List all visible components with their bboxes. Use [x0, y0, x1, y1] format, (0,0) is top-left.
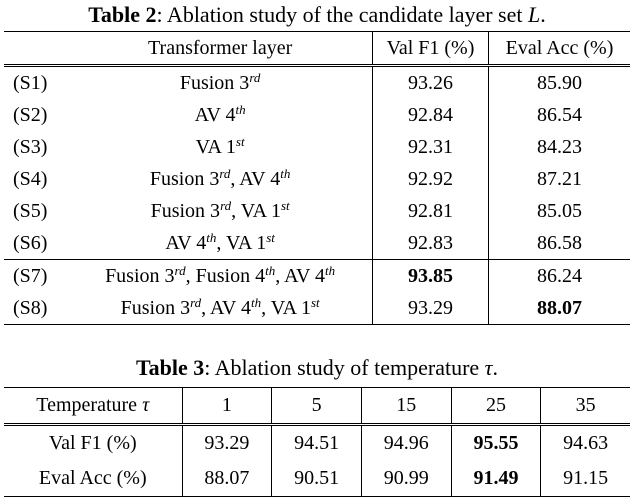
table3-header-temp: 1	[182, 388, 272, 425]
table2-row-id: (S7)	[4, 260, 68, 293]
table-row	[4, 461, 630, 497]
table2-caption-end: .	[540, 2, 546, 27]
table3-row-label: Eval Acc (%)	[4, 461, 182, 497]
table2-caption	[0, 2, 634, 28]
table3-row-label: Val F1 (%)	[4, 425, 182, 462]
table3	[4, 387, 630, 497]
table3-caption-symbol: τ	[484, 355, 493, 380]
table2-caption-label: Table 2	[88, 2, 157, 27]
table2-row-eval-acc: 86.24	[489, 260, 630, 293]
table2-header-val-f1: Val F1 (%)	[372, 32, 488, 66]
table3-cell: 93.29	[182, 425, 272, 462]
table2-row-val-f1: 93.26	[372, 66, 488, 100]
layer-ordinal: rd	[190, 294, 202, 310]
table-row	[4, 99, 630, 131]
table2-row-eval-acc: 84.23	[537, 135, 583, 158]
table3-caption-label: Table 3	[135, 355, 205, 380]
table2-header-eval-acc: Eval Acc (%)	[489, 32, 630, 66]
table2-row-layer	[68, 227, 372, 260]
table-row	[4, 66, 630, 100]
table2-row-layer	[68, 131, 372, 163]
table3-cell: 90.51	[272, 461, 362, 497]
table2-row-eval-acc: 86.58	[537, 231, 583, 254]
table3-header-temp: 25	[451, 388, 541, 425]
table2-row-id: (S2)	[13, 103, 48, 126]
layer-ordinal: rd	[220, 197, 232, 213]
table3-body	[4, 425, 630, 497]
table2-row-val-f1: 92.31	[372, 131, 488, 163]
layer-text: AV 4	[194, 103, 236, 126]
table-row	[4, 195, 630, 227]
table2-row-id: (S1)	[4, 66, 68, 100]
layer-ordinal: th	[325, 262, 336, 278]
table3-header-row	[4, 388, 630, 425]
table2-row-layer	[68, 260, 372, 293]
table3-cell: 94.51	[272, 425, 362, 462]
layer-text: , VA 1	[261, 296, 311, 319]
table-row	[4, 227, 630, 260]
table2-row-eval-acc: 88.07	[489, 292, 630, 325]
table2-row-id: (S5)	[13, 199, 48, 222]
table-row	[4, 131, 630, 163]
table2-row-val-f1: 93.29	[372, 292, 488, 325]
layer-ordinal: st	[235, 133, 245, 149]
table2-body	[4, 66, 630, 325]
table2-row-eval-acc: 85.90	[489, 66, 630, 100]
table3-cell: 95.55	[451, 425, 541, 462]
table2-row-val-f1: 93.85	[372, 260, 488, 293]
table3-cell: 90.99	[361, 461, 451, 497]
table2-row-id: (S4)	[13, 167, 48, 190]
layer-ordinal: st	[266, 229, 275, 245]
table2-row-layer	[68, 195, 372, 227]
table3-caption-text: : Ablation study of temperature	[204, 355, 485, 380]
table2-row-val-f1: 92.84	[372, 99, 488, 131]
layer-text: VA 1	[195, 135, 236, 158]
table2-row-eval-acc: 86.54	[537, 103, 583, 126]
layer-text: , VA 1	[231, 199, 281, 222]
table3-header-temp: 15	[361, 388, 451, 425]
layer-ordinal: rd	[219, 165, 231, 181]
table2-header-layer: Transformer layer	[68, 32, 372, 66]
layer-ordinal: th	[251, 294, 262, 310]
layer-text: , Fusion 4	[185, 264, 266, 287]
table2-header-id	[4, 32, 68, 66]
layer-ordinal: rd	[249, 69, 261, 85]
table3-header-temperature	[4, 388, 182, 425]
table3-cell: 91.49	[451, 461, 541, 497]
layer-text: , AV 4	[275, 264, 326, 287]
table2	[4, 31, 630, 325]
table2-caption-text: : Ablation study of the candidate layer set	[156, 2, 528, 27]
table2-caption-symbol: L	[528, 2, 541, 27]
layer-ordinal: th	[280, 165, 291, 181]
table3-cell: 94.96	[361, 425, 451, 462]
layer-text: Fusion 3	[105, 264, 175, 287]
layer-text: , AV 4	[201, 296, 251, 319]
table-row	[4, 163, 630, 195]
table2-row-val-f1: 92.81	[372, 195, 488, 227]
table2-row-val-f1: 92.83	[372, 227, 488, 260]
table2-row-val-f1: 92.92	[372, 163, 488, 195]
table2-row-id: (S3)	[13, 135, 48, 158]
table3-header-symbol: τ	[142, 394, 150, 416]
table3-header-temp: 5	[272, 388, 362, 425]
table3-cell: 91.15	[541, 461, 630, 497]
table2-row-eval-acc: 87.21	[537, 167, 583, 190]
table2-row-layer	[68, 163, 372, 195]
layer-ordinal: st	[280, 197, 290, 213]
layer-text: , VA 1	[216, 231, 267, 254]
table2-row-id: (S6)	[13, 231, 48, 254]
table-row	[4, 425, 630, 462]
table2-row-layer	[68, 292, 372, 325]
layer-ordinal: st	[310, 294, 320, 310]
layer-ordinal: th	[235, 101, 246, 117]
layer-text: Fusion 3	[179, 71, 250, 94]
table2-row-eval-acc: 85.05	[537, 199, 583, 222]
table-row	[4, 292, 630, 325]
table2-header-row	[4, 32, 630, 66]
table2-row-layer	[68, 66, 372, 100]
table3-caption-end: .	[492, 355, 499, 380]
layer-ordinal: rd	[174, 262, 186, 278]
layer-text: AV 4	[165, 231, 207, 254]
table3-header-label: Temperature	[36, 394, 143, 416]
layer-text: Fusion 3	[120, 296, 191, 319]
table3-header-temp: 35	[541, 388, 630, 425]
layer-text: Fusion 3	[150, 199, 221, 222]
table2-row-layer	[68, 99, 372, 131]
layer-text: Fusion 3	[149, 167, 220, 190]
table-row	[4, 260, 630, 293]
table3-caption	[0, 355, 634, 381]
layer-text: , AV 4	[230, 167, 281, 190]
table3-cell: 88.07	[182, 461, 272, 497]
table2-row-id: (S8)	[4, 292, 68, 325]
layer-ordinal: th	[206, 229, 217, 245]
table3-cell: 94.63	[541, 425, 630, 462]
layer-ordinal: th	[265, 262, 276, 278]
